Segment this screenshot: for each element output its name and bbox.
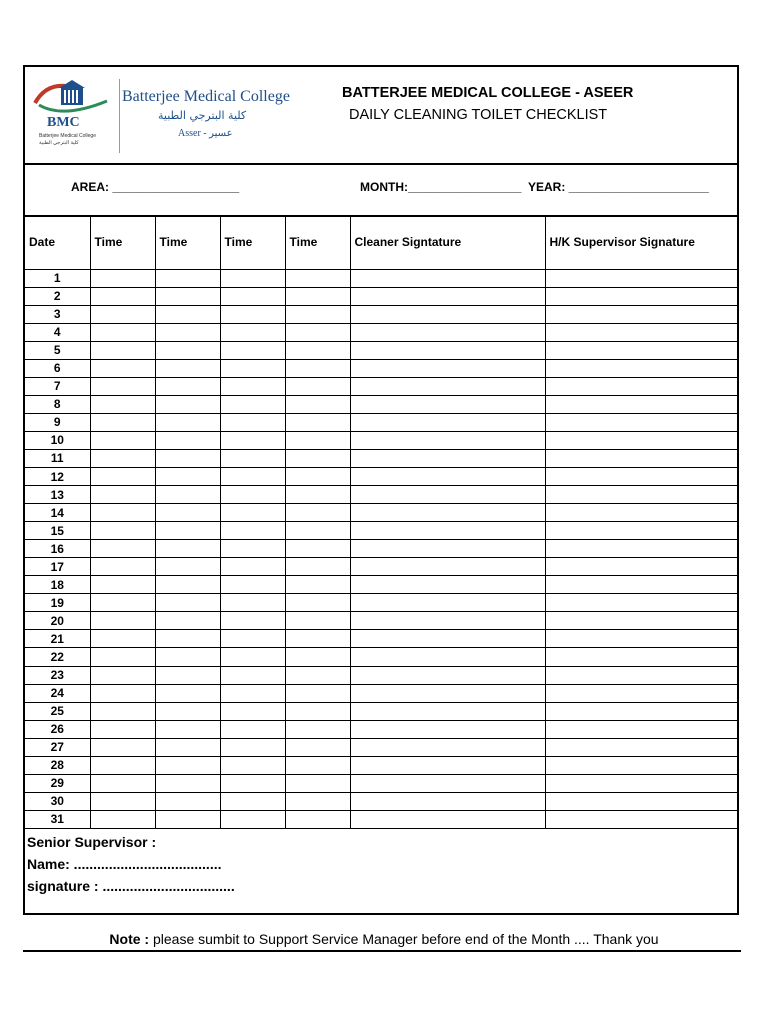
table-row — [25, 377, 737, 395]
month-field[interactable]: MONTH:_________________ — [360, 180, 522, 194]
date-cell: 7 — [25, 377, 90, 395]
date-cell: 19 — [25, 594, 90, 612]
time-cell[interactable] — [90, 702, 155, 720]
time-cell[interactable] — [220, 810, 285, 828]
senior-supervisor-label: Senior Supervisor : — [27, 834, 157, 850]
time-cell[interactable] — [285, 269, 350, 287]
time-cell[interactable] — [220, 287, 285, 305]
time-cell[interactable] — [285, 648, 350, 666]
college-logo — [33, 79, 290, 155]
supervisor-signature-cell[interactable] — [545, 486, 737, 504]
time-cell[interactable] — [155, 594, 220, 612]
supervisor-signature-cell[interactable] — [545, 504, 737, 522]
cleaner-signature-cell[interactable] — [350, 540, 545, 558]
time-cell[interactable] — [220, 612, 285, 630]
time-cell[interactable] — [155, 540, 220, 558]
cleaner-signature-cell[interactable] — [350, 594, 545, 612]
time-cell[interactable] — [90, 810, 155, 828]
cleaner-signature-cell[interactable] — [350, 702, 545, 720]
time-cell[interactable] — [90, 504, 155, 522]
time-cell[interactable] — [220, 468, 285, 486]
time-cell[interactable] — [220, 305, 285, 323]
date-cell: 16 — [25, 540, 90, 558]
time-cell[interactable] — [155, 486, 220, 504]
time-cell[interactable] — [155, 449, 220, 467]
time-cell[interactable] — [155, 413, 220, 431]
time-cell[interactable] — [90, 558, 155, 576]
time-cell[interactable] — [220, 756, 285, 774]
time-cell[interactable] — [285, 810, 350, 828]
time-cell[interactable] — [90, 377, 155, 395]
date-cell: 15 — [25, 522, 90, 540]
time-cell[interactable] — [155, 756, 220, 774]
time-cell[interactable] — [220, 449, 285, 467]
time-cell[interactable] — [155, 630, 220, 648]
date-cell: 21 — [25, 630, 90, 648]
logo-tiny-en: Batterjee Medical College — [39, 133, 96, 139]
time-cell[interactable] — [90, 648, 155, 666]
table-row — [25, 395, 737, 413]
table-row — [25, 666, 737, 684]
date-cell: 30 — [25, 792, 90, 810]
time-cell[interactable] — [220, 558, 285, 576]
supervisor-signature-cell[interactable] — [545, 522, 737, 540]
note-text: please sumbit to Support Service Manager before end of the Month .... Thank you — [149, 931, 659, 947]
cleaner-signature-cell[interactable] — [350, 774, 545, 792]
time-cell[interactable] — [155, 359, 220, 377]
time-cell[interactable] — [285, 522, 350, 540]
time-cell[interactable] — [90, 341, 155, 359]
time-cell[interactable] — [285, 359, 350, 377]
date-cell: 10 — [25, 431, 90, 449]
column-header: Date — [25, 215, 90, 269]
time-cell[interactable] — [155, 702, 220, 720]
logo-tiny-ar: كلية البترجي الطبية — [39, 140, 79, 146]
time-cell[interactable] — [90, 395, 155, 413]
time-cell[interactable] — [155, 810, 220, 828]
cleaner-signature-cell[interactable] — [350, 504, 545, 522]
time-cell[interactable] — [220, 774, 285, 792]
cleaner-signature-cell[interactable] — [350, 431, 545, 449]
cleaner-signature-cell[interactable] — [350, 576, 545, 594]
supervisor-signature-cell[interactable] — [545, 792, 737, 810]
date-cell: 11 — [25, 449, 90, 467]
time-cell[interactable] — [90, 792, 155, 810]
note-label: Note : — [109, 931, 150, 947]
supervisor-signature-cell[interactable] — [545, 666, 737, 684]
cleaner-signature-cell[interactable] — [350, 449, 545, 467]
cleaner-signature-cell[interactable] — [350, 558, 545, 576]
footer-note — [0, 931, 768, 947]
supervisor-signature-cell[interactable] — [545, 684, 737, 702]
time-cell[interactable] — [285, 377, 350, 395]
time-cell[interactable] — [90, 269, 155, 287]
date-cell: 14 — [25, 504, 90, 522]
cleaner-signature-cell[interactable] — [350, 648, 545, 666]
cleaner-signature-cell[interactable] — [350, 269, 545, 287]
time-cell[interactable] — [285, 449, 350, 467]
time-cell[interactable] — [90, 576, 155, 594]
cleaner-signature-cell[interactable] — [350, 468, 545, 486]
table-row — [25, 576, 737, 594]
cleaner-signature-cell[interactable] — [350, 305, 545, 323]
date-cell: 23 — [25, 666, 90, 684]
supervisor-signature-cell[interactable] — [545, 612, 737, 630]
time-cell[interactable] — [220, 666, 285, 684]
time-cell[interactable] — [155, 287, 220, 305]
supervisor-signature-cell[interactable] — [545, 594, 737, 612]
time-cell[interactable] — [285, 540, 350, 558]
time-cell[interactable] — [220, 359, 285, 377]
table-row — [25, 468, 737, 486]
time-cell[interactable] — [285, 576, 350, 594]
cleaner-signature-cell[interactable] — [350, 792, 545, 810]
time-cell[interactable] — [285, 702, 350, 720]
table-row — [25, 287, 737, 305]
time-cell[interactable] — [285, 756, 350, 774]
area-field[interactable]: AREA: ___________________ — [71, 180, 240, 194]
cleaner-signature-cell[interactable] — [350, 377, 545, 395]
time-cell[interactable] — [90, 323, 155, 341]
cleaner-signature-cell[interactable] — [350, 341, 545, 359]
document-subtitle: DAILY CLEANING TOILET CHECKLIST — [349, 107, 608, 123]
time-cell[interactable] — [220, 431, 285, 449]
supervisor-signature-cell[interactable] — [545, 702, 737, 720]
time-cell[interactable] — [220, 413, 285, 431]
time-cell[interactable] — [90, 666, 155, 684]
cleaner-signature-cell[interactable] — [350, 738, 545, 756]
name-line[interactable]: Name: ...................................... — [27, 856, 222, 872]
time-cell[interactable] — [285, 558, 350, 576]
checklist-table — [25, 215, 737, 830]
time-cell[interactable] — [90, 720, 155, 738]
cleaner-signature-cell[interactable] — [350, 395, 545, 413]
supervisor-signature-cell[interactable] — [545, 269, 737, 287]
time-cell[interactable] — [90, 774, 155, 792]
date-cell: 22 — [25, 648, 90, 666]
time-cell[interactable] — [155, 666, 220, 684]
time-cell[interactable] — [285, 413, 350, 431]
table-row — [25, 630, 737, 648]
time-cell[interactable] — [285, 287, 350, 305]
cleaner-signature-cell[interactable] — [350, 359, 545, 377]
date-cell: 8 — [25, 395, 90, 413]
table-row — [25, 756, 737, 774]
supervisor-signature-cell[interactable] — [545, 540, 737, 558]
time-cell[interactable] — [220, 648, 285, 666]
time-cell[interactable] — [220, 576, 285, 594]
time-cell[interactable] — [220, 594, 285, 612]
time-cell[interactable] — [90, 684, 155, 702]
table-row — [25, 684, 737, 702]
logo-name-english: Batterjee Medical College — [122, 88, 290, 105]
date-cell: 25 — [25, 702, 90, 720]
date-cell: 2 — [25, 287, 90, 305]
date-cell: 17 — [25, 558, 90, 576]
date-cell: 6 — [25, 359, 90, 377]
cleaner-signature-cell[interactable] — [350, 323, 545, 341]
supervisor-signature-cell[interactable] — [545, 323, 737, 341]
column-header: Time — [155, 215, 220, 269]
time-cell[interactable] — [285, 468, 350, 486]
supervisor-signature-cell[interactable] — [545, 395, 737, 413]
supervisor-signature-cell[interactable] — [545, 359, 737, 377]
cleaner-signature-cell[interactable] — [350, 522, 545, 540]
table-row — [25, 522, 737, 540]
checklist-sheet — [23, 65, 739, 915]
date-cell: 1 — [25, 269, 90, 287]
logo-emblem-box — [33, 79, 120, 153]
supervisor-signature-cell[interactable] — [545, 449, 737, 467]
table-row — [25, 774, 737, 792]
table-row — [25, 413, 737, 431]
time-cell[interactable] — [90, 486, 155, 504]
table-row — [25, 323, 737, 341]
time-cell[interactable] — [155, 395, 220, 413]
table-row — [25, 702, 737, 720]
time-cell[interactable] — [285, 630, 350, 648]
meta-row — [25, 163, 737, 217]
time-cell[interactable] — [285, 774, 350, 792]
supervisor-signature-cell[interactable] — [545, 738, 737, 756]
date-cell: 26 — [25, 720, 90, 738]
table-row — [25, 359, 737, 377]
supervisor-signature-cell[interactable] — [545, 413, 737, 431]
time-cell[interactable] — [155, 305, 220, 323]
time-cell[interactable] — [285, 594, 350, 612]
supervisor-signature-cell[interactable] — [545, 630, 737, 648]
time-cell[interactable] — [285, 323, 350, 341]
time-cell[interactable] — [155, 377, 220, 395]
time-cell[interactable] — [220, 630, 285, 648]
time-cell[interactable] — [220, 323, 285, 341]
supervisor-signature-cell[interactable] — [545, 377, 737, 395]
supervisor-signature-cell[interactable] — [545, 774, 737, 792]
supervisor-signature-cell[interactable] — [545, 341, 737, 359]
supervisor-signature-cell[interactable] — [545, 810, 737, 828]
date-cell: 20 — [25, 612, 90, 630]
time-cell[interactable] — [90, 522, 155, 540]
time-cell[interactable] — [220, 504, 285, 522]
table-row — [25, 810, 737, 828]
table-row — [25, 558, 737, 576]
column-header: Cleaner Signtature — [350, 215, 545, 269]
time-cell[interactable] — [285, 738, 350, 756]
time-cell[interactable] — [90, 630, 155, 648]
time-cell[interactable] — [90, 449, 155, 467]
cleaner-signature-cell[interactable] — [350, 630, 545, 648]
column-header: Time — [285, 215, 350, 269]
time-cell[interactable] — [220, 522, 285, 540]
column-header: H/K Supervisor Signature — [545, 215, 737, 269]
time-cell[interactable] — [90, 612, 155, 630]
time-cell[interactable] — [220, 269, 285, 287]
time-cell[interactable] — [220, 486, 285, 504]
table-row — [25, 504, 737, 522]
cleaner-signature-cell[interactable] — [350, 612, 545, 630]
supervisor-signature-cell[interactable] — [545, 287, 737, 305]
time-cell[interactable] — [155, 684, 220, 702]
cleaner-signature-cell[interactable] — [350, 666, 545, 684]
time-cell[interactable] — [90, 413, 155, 431]
column-header: Time — [220, 215, 285, 269]
table-row — [25, 594, 737, 612]
column-header: Time — [90, 215, 155, 269]
time-cell[interactable] — [285, 395, 350, 413]
time-cell[interactable] — [155, 323, 220, 341]
time-cell[interactable] — [155, 468, 220, 486]
date-cell: 4 — [25, 323, 90, 341]
table-row — [25, 612, 737, 630]
time-cell[interactable] — [155, 612, 220, 630]
supervisor-signature-cell[interactable] — [545, 558, 737, 576]
time-cell[interactable] — [220, 540, 285, 558]
time-cell[interactable] — [155, 431, 220, 449]
time-cell[interactable] — [155, 720, 220, 738]
date-cell: 13 — [25, 486, 90, 504]
time-cell[interactable] — [285, 504, 350, 522]
table-row — [25, 341, 737, 359]
time-cell[interactable] — [155, 504, 220, 522]
time-cell[interactable] — [90, 756, 155, 774]
cleaner-signature-cell[interactable] — [350, 413, 545, 431]
time-cell[interactable] — [220, 738, 285, 756]
time-cell[interactable] — [285, 684, 350, 702]
time-cell[interactable] — [155, 269, 220, 287]
date-cell: 27 — [25, 738, 90, 756]
time-cell[interactable] — [90, 594, 155, 612]
supervisor-signature-cell[interactable] — [545, 431, 737, 449]
time-cell[interactable] — [285, 305, 350, 323]
cleaner-signature-cell[interactable] — [350, 684, 545, 702]
date-cell: 29 — [25, 774, 90, 792]
time-cell[interactable] — [90, 540, 155, 558]
date-cell: 3 — [25, 305, 90, 323]
supervisor-signature-cell[interactable] — [545, 305, 737, 323]
table-row — [25, 738, 737, 756]
table-row — [25, 305, 737, 323]
cleaner-signature-cell[interactable] — [350, 486, 545, 504]
time-cell[interactable] — [90, 468, 155, 486]
time-cell[interactable] — [220, 792, 285, 810]
time-cell[interactable] — [285, 486, 350, 504]
date-cell: 18 — [25, 576, 90, 594]
date-cell: 12 — [25, 468, 90, 486]
supervisor-signature-cell[interactable] — [545, 468, 737, 486]
date-cell: 9 — [25, 413, 90, 431]
time-cell[interactable] — [155, 558, 220, 576]
time-cell[interactable] — [90, 287, 155, 305]
time-cell[interactable] — [155, 792, 220, 810]
logo-abbr: BMC — [47, 115, 80, 130]
time-cell[interactable] — [90, 359, 155, 377]
header — [25, 67, 737, 165]
supervisor-signature-cell[interactable] — [545, 576, 737, 594]
supervisor-signature-cell[interactable] — [545, 756, 737, 774]
cleaner-signature-cell[interactable] — [350, 810, 545, 828]
time-cell[interactable] — [220, 377, 285, 395]
note-underline — [23, 950, 741, 952]
logo-name-arabic: كلية البترجي الطبية — [158, 109, 247, 122]
time-cell[interactable] — [90, 305, 155, 323]
table-row — [25, 431, 737, 449]
table-row — [25, 449, 737, 467]
time-cell[interactable] — [285, 341, 350, 359]
table-row — [25, 486, 737, 504]
time-cell[interactable] — [220, 341, 285, 359]
table-row — [25, 269, 737, 287]
time-cell[interactable] — [285, 431, 350, 449]
supervisor-signature-cell[interactable] — [545, 648, 737, 666]
cleaner-signature-cell[interactable] — [350, 287, 545, 305]
date-cell: 31 — [25, 810, 90, 828]
time-cell[interactable] — [285, 612, 350, 630]
table-row — [25, 792, 737, 810]
date-cell: 5 — [25, 341, 90, 359]
table-row — [25, 540, 737, 558]
year-field[interactable]: YEAR: _____________________ — [528, 180, 709, 194]
table-row — [25, 648, 737, 666]
time-cell[interactable] — [220, 702, 285, 720]
footer-signoff — [25, 830, 737, 913]
time-cell[interactable] — [220, 684, 285, 702]
time-cell[interactable] — [155, 522, 220, 540]
signature-line[interactable]: signature : .................................. — [27, 878, 235, 894]
document-title: BATTERJEE MEDICAL COLLEGE - ASEER — [342, 85, 634, 101]
table-header-row — [25, 215, 737, 269]
time-cell[interactable] — [155, 738, 220, 756]
date-cell: 28 — [25, 756, 90, 774]
time-cell[interactable] — [220, 720, 285, 738]
cleaner-signature-cell[interactable] — [350, 720, 545, 738]
time-cell[interactable] — [155, 648, 220, 666]
time-cell[interactable] — [220, 395, 285, 413]
time-cell[interactable] — [155, 576, 220, 594]
time-cell[interactable] — [285, 720, 350, 738]
supervisor-signature-cell[interactable] — [545, 720, 737, 738]
cleaner-signature-cell[interactable] — [350, 756, 545, 774]
table-row — [25, 720, 737, 738]
time-cell[interactable] — [155, 341, 220, 359]
time-cell[interactable] — [90, 738, 155, 756]
time-cell[interactable] — [285, 792, 350, 810]
time-cell[interactable] — [90, 431, 155, 449]
logo-location: Asser - عسير — [178, 128, 233, 139]
time-cell[interactable] — [155, 774, 220, 792]
date-cell: 24 — [25, 684, 90, 702]
time-cell[interactable] — [285, 666, 350, 684]
